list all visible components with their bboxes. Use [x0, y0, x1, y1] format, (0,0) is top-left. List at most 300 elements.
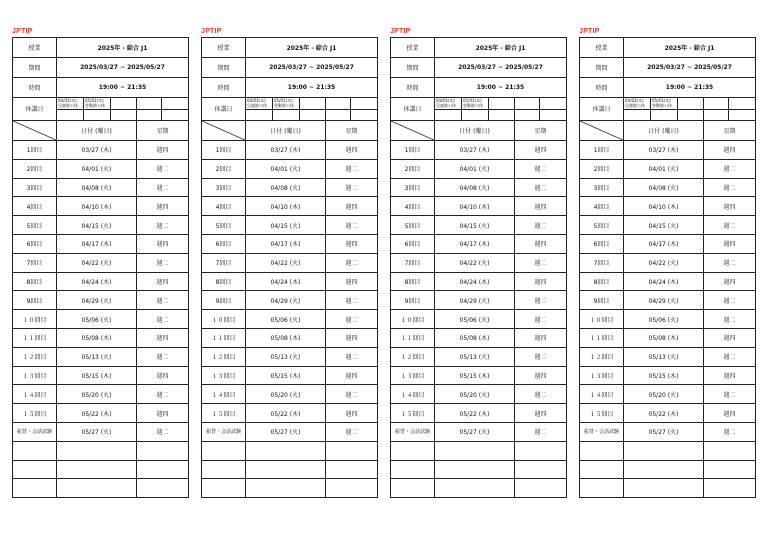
session-date: 04/10 (木) — [624, 197, 704, 216]
holiday-note-cell — [137, 110, 162, 121]
session-row — [202, 404, 378, 423]
period-label: 期間 — [202, 58, 246, 78]
session-row — [13, 366, 189, 385]
session-label: 振替・会話試験 — [202, 422, 246, 441]
session-row — [391, 216, 567, 235]
session-label: 1回目 — [580, 141, 624, 160]
holiday-reason: 勞動節公休 — [463, 103, 483, 108]
session-row — [391, 310, 567, 329]
session-row — [391, 366, 567, 385]
session-weekday: 週四 — [515, 141, 567, 160]
empty-cell — [624, 441, 704, 460]
session-label: 5回目 — [202, 216, 246, 235]
session-weekday: 週二 — [515, 178, 567, 197]
session-date: 05/27 (火) — [57, 422, 137, 441]
session-date: 05/08 (木) — [246, 328, 326, 347]
session-date: 05/20 (火) — [246, 385, 326, 404]
holiday-date: 05/01(木) — [652, 98, 671, 103]
session-weekday: 週四 — [137, 197, 189, 216]
session-label: 2回目 — [580, 159, 624, 178]
holiday-note-cell — [678, 110, 704, 121]
holiday-cell — [246, 98, 273, 110]
holiday-label: 休講日 — [202, 98, 246, 121]
brand-logo: JPTIP — [579, 28, 600, 35]
session-label: １２回目 — [13, 347, 57, 366]
holiday-note-cell — [515, 110, 540, 121]
empty-cell — [391, 460, 435, 479]
session-label: 4回目 — [13, 197, 57, 216]
session-weekday: 週四 — [137, 366, 189, 385]
brand-logo: JPTIP — [12, 28, 33, 35]
empty-cell — [13, 460, 57, 479]
session-weekday: 週二 — [326, 422, 378, 441]
session-label: 5回目 — [13, 216, 57, 235]
session-row — [391, 404, 567, 423]
session-weekday: 週四 — [326, 328, 378, 347]
session-date: 04/22 (火) — [435, 253, 515, 272]
session-label: １１回目 — [13, 328, 57, 347]
session-row — [202, 141, 378, 160]
session-row — [580, 347, 756, 366]
session-date: 04/22 (火) — [57, 253, 137, 272]
holiday-note-cell — [111, 110, 137, 121]
empty-cell — [57, 460, 137, 479]
brand-logo: JPTIP — [390, 28, 411, 35]
session-row — [580, 141, 756, 160]
session-weekday: 週二 — [137, 178, 189, 197]
empty-cell — [57, 479, 137, 498]
empty-cell — [137, 460, 189, 479]
course-label: 授業 — [391, 38, 435, 58]
session-date: 04/22 (火) — [624, 253, 704, 272]
session-date: 04/15 (火) — [624, 216, 704, 235]
session-weekday: 週二 — [326, 347, 378, 366]
session-row — [580, 404, 756, 423]
session-label: １３回目 — [13, 366, 57, 385]
empty-cell — [580, 441, 624, 460]
session-date: 04/08 (火) — [246, 178, 326, 197]
empty-cell — [624, 479, 704, 498]
period-value: 2025/03/27 ~ 2025/05/27 — [435, 58, 567, 78]
session-label: 振替・会話試験 — [391, 422, 435, 441]
session-row — [202, 253, 378, 272]
session-label: １０回目 — [580, 310, 624, 329]
session-label: 7回目 — [202, 253, 246, 272]
session-weekday: 週二 — [704, 216, 756, 235]
session-label: 6回目 — [391, 234, 435, 253]
session-label: １４回目 — [580, 385, 624, 404]
session-row — [13, 159, 189, 178]
session-date: 05/27 (火) — [435, 422, 515, 441]
session-weekday: 週二 — [515, 291, 567, 310]
session-date: 04/24 (木) — [57, 272, 137, 291]
session-weekday: 週二 — [515, 159, 567, 178]
period-value: 2025/03/27 ~ 2025/05/27 — [246, 58, 378, 78]
session-weekday: 週二 — [704, 385, 756, 404]
holiday-note-cell — [489, 110, 515, 121]
empty-row — [202, 441, 378, 460]
empty-cell — [137, 441, 189, 460]
session-row — [202, 234, 378, 253]
session-weekday: 週二 — [515, 253, 567, 272]
session-label: １３回目 — [391, 366, 435, 385]
holiday-cell — [515, 98, 540, 110]
session-date: 05/20 (火) — [624, 385, 704, 404]
session-label: 2回目 — [202, 159, 246, 178]
session-label: １０回目 — [13, 310, 57, 329]
session-date: 04/15 (火) — [435, 216, 515, 235]
schedule-table — [12, 37, 189, 498]
period-label: 期間 — [13, 58, 57, 78]
session-row — [580, 197, 756, 216]
holiday-label: 休講日 — [391, 98, 435, 121]
session-date: 04/24 (木) — [246, 272, 326, 291]
holiday-note-cell — [300, 110, 326, 121]
holiday-cell — [273, 98, 300, 110]
session-row — [202, 197, 378, 216]
empty-row — [202, 460, 378, 479]
holiday-reason: 勞動節公休 — [652, 103, 672, 108]
session-row — [580, 234, 756, 253]
session-weekday: 週二 — [515, 216, 567, 235]
session-label: １４回目 — [391, 385, 435, 404]
session-date: 04/15 (火) — [246, 216, 326, 235]
course-label: 授業 — [202, 38, 246, 58]
session-date: 05/20 (火) — [435, 385, 515, 404]
session-weekday: 週二 — [704, 291, 756, 310]
holiday-cell — [729, 98, 756, 110]
period-value: 2025/03/27 ~ 2025/05/27 — [57, 58, 189, 78]
holiday-cell — [704, 98, 729, 110]
session-weekday: 週二 — [137, 385, 189, 404]
session-weekday: 週四 — [326, 272, 378, 291]
session-row — [391, 178, 567, 197]
holiday-date: 05/01(木) — [274, 98, 293, 103]
session-date: 03/27 (木) — [624, 141, 704, 160]
empty-cell — [704, 441, 756, 460]
weekday-column-header: 星期 — [515, 121, 567, 141]
holiday-cell — [624, 98, 651, 110]
course-label: 授業 — [13, 38, 57, 58]
session-row — [13, 253, 189, 272]
schedule-panel — [201, 27, 377, 498]
session-row — [580, 216, 756, 235]
session-date: 04/08 (火) — [435, 178, 515, 197]
session-weekday: 週四 — [137, 234, 189, 253]
session-row — [13, 328, 189, 347]
weekday-column-header: 星期 — [704, 121, 756, 141]
session-weekday: 週二 — [326, 159, 378, 178]
period-value: 2025/03/27 ~ 2025/05/27 — [624, 58, 756, 78]
session-weekday: 週四 — [137, 272, 189, 291]
session-weekday: 週二 — [137, 347, 189, 366]
session-label: １５回目 — [580, 404, 624, 423]
session-label: 1回目 — [391, 141, 435, 160]
session-weekday: 週二 — [704, 310, 756, 329]
holiday-note-cell — [351, 110, 378, 121]
session-label: １１回目 — [202, 328, 246, 347]
holiday-note-cell — [462, 110, 489, 121]
session-row — [13, 141, 189, 160]
session-weekday: 週四 — [515, 234, 567, 253]
session-row — [13, 385, 189, 404]
session-date: 04/17 (木) — [624, 234, 704, 253]
session-date: 04/17 (木) — [57, 234, 137, 253]
session-label: 振替・会話試験 — [13, 422, 57, 441]
holiday-note-cell — [57, 110, 84, 121]
session-date: 05/15 (木) — [57, 366, 137, 385]
session-date: 04/17 (木) — [435, 234, 515, 253]
session-date: 05/08 (木) — [435, 328, 515, 347]
session-label: 9回目 — [580, 291, 624, 310]
session-date: 04/17 (木) — [246, 234, 326, 253]
date-column-header: 日付 (曜日) — [57, 121, 137, 141]
session-weekday: 週二 — [515, 347, 567, 366]
session-weekday: 週二 — [515, 385, 567, 404]
empty-cell — [704, 479, 756, 498]
session-date: 03/27 (木) — [246, 141, 326, 160]
session-label: 3回目 — [202, 178, 246, 197]
session-date: 04/29 (火) — [435, 291, 515, 310]
session-row — [580, 328, 756, 347]
session-weekday: 週二 — [704, 422, 756, 441]
holiday-note-cell — [729, 110, 756, 121]
schedule-table — [579, 37, 756, 498]
session-date: 04/08 (火) — [624, 178, 704, 197]
empty-cell — [624, 460, 704, 479]
session-weekday: 週四 — [515, 272, 567, 291]
holiday-cell — [84, 98, 111, 110]
session-label: １５回目 — [391, 404, 435, 423]
holiday-note-cell — [273, 110, 300, 121]
session-label: 9回目 — [202, 291, 246, 310]
session-weekday: 週四 — [326, 141, 378, 160]
session-label: 8回目 — [13, 272, 57, 291]
session-row — [202, 159, 378, 178]
holiday-reason: 勞動節公休 — [85, 103, 105, 108]
schedule-panel — [12, 27, 188, 498]
holiday-date: 04/03(木) — [625, 98, 644, 103]
session-row — [580, 272, 756, 291]
time-value: 19:00 ~ 21:35 — [624, 78, 756, 98]
holiday-cell — [300, 98, 326, 110]
course-value: 2025年 - 綜合 J1 — [435, 38, 567, 58]
session-label: 8回目 — [580, 272, 624, 291]
session-weekday: 週四 — [515, 404, 567, 423]
session-label: １３回目 — [580, 366, 624, 385]
empty-cell — [580, 479, 624, 498]
empty-row — [580, 460, 756, 479]
session-row — [13, 272, 189, 291]
session-date: 04/01 (火) — [246, 159, 326, 178]
session-label: １２回目 — [391, 347, 435, 366]
empty-cell — [515, 460, 567, 479]
session-row — [391, 347, 567, 366]
session-label: 2回目 — [391, 159, 435, 178]
session-weekday: 週二 — [704, 253, 756, 272]
holiday-reason: 兒童節公休 — [58, 103, 78, 108]
session-label: 6回目 — [580, 234, 624, 253]
session-weekday: 週二 — [137, 216, 189, 235]
holiday-note-cell — [704, 110, 729, 121]
session-date: 05/22 (木) — [435, 404, 515, 423]
session-label: 1回目 — [13, 141, 57, 160]
session-weekday: 週二 — [326, 253, 378, 272]
empty-cell — [326, 460, 378, 479]
session-weekday: 週二 — [326, 216, 378, 235]
session-row — [202, 328, 378, 347]
session-date: 04/22 (火) — [246, 253, 326, 272]
schedule-table — [201, 37, 378, 498]
session-date: 05/15 (木) — [435, 366, 515, 385]
session-row — [202, 385, 378, 404]
empty-cell — [326, 441, 378, 460]
session-row — [202, 291, 378, 310]
session-label: 5回目 — [391, 216, 435, 235]
session-label: 4回目 — [580, 197, 624, 216]
holiday-label: 休講日 — [13, 98, 57, 121]
empty-cell — [202, 460, 246, 479]
session-row — [580, 385, 756, 404]
empty-cell — [202, 479, 246, 498]
schedule-panel — [579, 27, 755, 498]
session-date: 05/13 (火) — [435, 347, 515, 366]
session-date: 05/13 (火) — [246, 347, 326, 366]
holiday-note-cell — [326, 110, 351, 121]
session-date: 04/01 (火) — [435, 159, 515, 178]
empty-row — [13, 460, 189, 479]
date-column-header: 日付 (曜日) — [246, 121, 326, 141]
session-label: 8回目 — [391, 272, 435, 291]
session-row — [391, 141, 567, 160]
session-weekday: 週二 — [137, 422, 189, 441]
empty-cell — [246, 479, 326, 498]
session-weekday: 週二 — [137, 291, 189, 310]
session-date: 05/13 (火) — [624, 347, 704, 366]
holiday-cell — [137, 98, 162, 110]
schedule-panel — [390, 27, 566, 498]
brand-logo: JPTIP — [201, 28, 222, 35]
session-label: １２回目 — [580, 347, 624, 366]
empty-row — [391, 479, 567, 498]
session-weekday: 週二 — [704, 159, 756, 178]
empty-row — [202, 479, 378, 498]
session-row — [13, 197, 189, 216]
session-row — [13, 291, 189, 310]
session-weekday: 週二 — [326, 310, 378, 329]
session-weekday: 週二 — [326, 385, 378, 404]
session-weekday: 週二 — [515, 310, 567, 329]
session-weekday: 週二 — [137, 159, 189, 178]
session-date: 05/08 (木) — [57, 328, 137, 347]
holiday-cell — [540, 98, 567, 110]
session-weekday: 週四 — [704, 328, 756, 347]
session-row — [202, 310, 378, 329]
diagonal-corner — [580, 121, 624, 141]
session-row — [202, 272, 378, 291]
empty-cell — [137, 479, 189, 498]
session-label: 3回目 — [13, 178, 57, 197]
empty-row — [391, 441, 567, 460]
session-label: 6回目 — [13, 234, 57, 253]
empty-row — [13, 441, 189, 460]
session-weekday: 週四 — [704, 366, 756, 385]
diagonal-corner — [202, 121, 246, 141]
session-row — [13, 234, 189, 253]
session-label: １０回目 — [202, 310, 246, 329]
empty-cell — [57, 441, 137, 460]
holiday-note-cell — [624, 110, 651, 121]
weekday-column-header: 星期 — [326, 121, 378, 141]
empty-cell — [246, 441, 326, 460]
empty-cell — [580, 460, 624, 479]
session-date: 05/06 (火) — [246, 310, 326, 329]
session-weekday: 週四 — [704, 404, 756, 423]
session-label: 4回目 — [391, 197, 435, 216]
course-value: 2025年 - 綜合 J1 — [624, 38, 756, 58]
session-label: 9回目 — [13, 291, 57, 310]
session-weekday: 週四 — [704, 234, 756, 253]
time-value: 19:00 ~ 21:35 — [435, 78, 567, 98]
session-date: 05/22 (木) — [624, 404, 704, 423]
session-label: 4回目 — [202, 197, 246, 216]
session-row — [580, 366, 756, 385]
session-date: 05/15 (木) — [246, 366, 326, 385]
session-label: １３回目 — [202, 366, 246, 385]
time-label: 時間 — [202, 78, 246, 98]
empty-cell — [13, 441, 57, 460]
session-row — [580, 178, 756, 197]
session-row — [391, 272, 567, 291]
session-weekday: 週二 — [704, 178, 756, 197]
holiday-date: 04/03(木) — [247, 98, 266, 103]
time-label: 時間 — [13, 78, 57, 98]
session-weekday: 週四 — [137, 141, 189, 160]
holiday-date: 04/03(木) — [58, 98, 77, 103]
time-value: 19:00 ~ 21:35 — [246, 78, 378, 98]
session-date: 05/08 (木) — [624, 328, 704, 347]
empty-row — [391, 460, 567, 479]
session-date: 05/22 (木) — [246, 404, 326, 423]
holiday-cell — [57, 98, 84, 110]
session-date: 04/29 (火) — [246, 291, 326, 310]
holiday-note-cell — [84, 110, 111, 121]
holiday-cell — [162, 98, 189, 110]
session-date: 05/27 (火) — [624, 422, 704, 441]
session-date: 05/06 (火) — [57, 310, 137, 329]
holiday-reason: 兒童節公休 — [436, 103, 456, 108]
session-weekday: 週二 — [704, 347, 756, 366]
holiday-cell — [678, 98, 704, 110]
session-row — [391, 422, 567, 441]
session-weekday: 週二 — [137, 253, 189, 272]
session-weekday: 週二 — [326, 291, 378, 310]
session-label: １１回目 — [580, 328, 624, 347]
session-weekday: 週四 — [704, 141, 756, 160]
session-row — [202, 178, 378, 197]
session-weekday: 週四 — [704, 272, 756, 291]
holiday-cell — [326, 98, 351, 110]
session-date: 05/06 (火) — [435, 310, 515, 329]
session-date: 04/10 (木) — [57, 197, 137, 216]
empty-cell — [704, 460, 756, 479]
course-value: 2025年 - 綜合 J1 — [246, 38, 378, 58]
course-label: 授業 — [580, 38, 624, 58]
holiday-reason: 兒童節公休 — [247, 103, 267, 108]
session-weekday: 週四 — [326, 404, 378, 423]
empty-cell — [435, 460, 515, 479]
holiday-cell — [435, 98, 462, 110]
